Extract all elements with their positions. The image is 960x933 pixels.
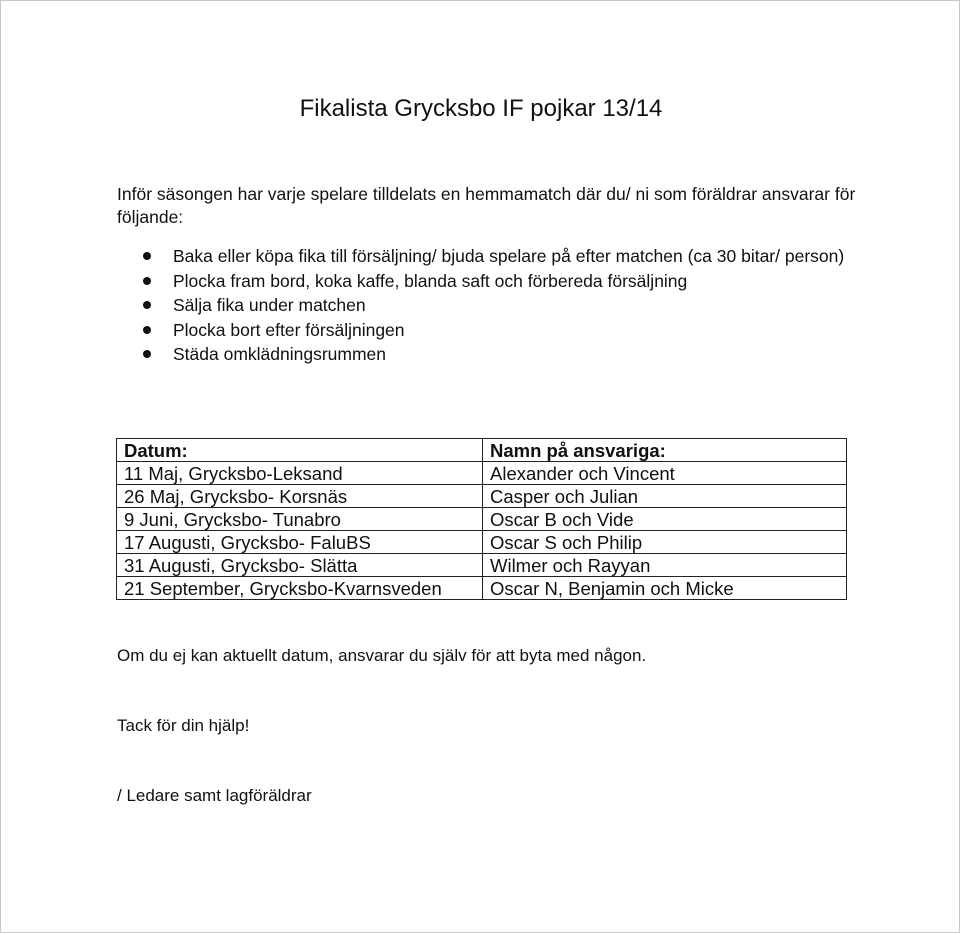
table-row [117,577,847,600]
task-text: Plocka bort efter försäljningen [173,319,405,340]
bullet-icon [143,326,151,334]
date-cell: 11 Maj, Grycksbo-Leksand [117,462,483,485]
table-row [117,485,847,508]
names-cell: Oscar B och Vide [483,508,847,531]
names-cell: Oscar S och Philip [483,531,847,554]
thanks-text: Tack för din hjälp! [117,716,250,735]
list-item [118,269,853,294]
table-row [117,462,847,485]
table-header-row [117,439,847,462]
intro-text: Inför säsongen har varje spelare tilldelats en hemmamatch där du/ ni som föräldrar ansvarar för följande: [117,184,856,227]
bullet-icon [143,350,151,358]
table-row [117,554,847,577]
bullet-icon [143,277,151,285]
list-item [118,342,853,367]
page-title: Fikalista Grycksbo IF pojkar 13/14 [299,95,663,122]
names-cell: Oscar N, Benjamin och Micke [483,577,847,600]
task-text: Plocka fram bord, koka kaffe, blanda saft och förbereda försäljning [173,270,688,291]
date-cell: 26 Maj, Grycksbo- Korsnäs [117,485,483,508]
task-list [118,244,853,367]
names-cell: Wilmer och Rayyan [483,554,847,577]
task-text: Sälja fika under matchen [173,295,366,315]
bullet-icon [143,252,151,260]
list-item [118,293,853,318]
header-date: Datum: [117,439,483,462]
task-text: Städa omklädningsrummen [173,344,387,364]
table-row [117,531,847,554]
table-row [117,508,847,531]
names-cell: Casper och Julian [483,485,847,508]
list-item [118,318,853,343]
task-text: Baka eller köpa fika till försäljning/ bjuda spelare på efter matchen (ca 30 bitar/ person) [173,246,845,266]
names-cell: Alexander och Vincent [483,462,847,485]
schedule-table [116,438,847,600]
date-cell: 9 Juni, Grycksbo- Tunabro [117,508,483,531]
date-cell: 17 Augusti, Grycksbo- FaluBS [117,531,483,554]
swap-note: Om du ej kan aktuellt datum, ansvarar du själv för att byta med någon. [117,646,647,665]
signature: / Ledare samt lagföräldrar [117,786,312,805]
list-item [118,244,853,269]
header-names: Namn på ansvariga: [483,439,847,462]
bullet-icon [143,301,151,309]
date-cell: 31 Augusti, Grycksbo- Slätta [117,554,483,577]
date-cell: 21 September, Grycksbo-Kvarnsveden [117,577,483,600]
